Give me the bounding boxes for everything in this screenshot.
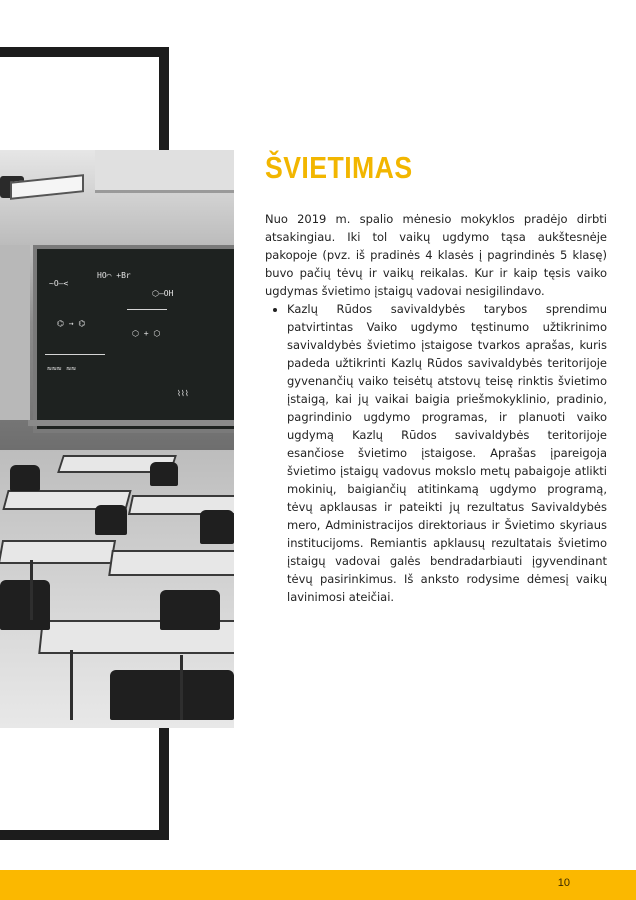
photo-chalk-scribble: ⬡—OH xyxy=(152,289,174,298)
bullet-list xyxy=(265,300,607,606)
photo-chalk-scribble: ≈≈≈ ≈≈ xyxy=(47,364,76,373)
page-number: 10 xyxy=(557,877,570,889)
photo-ceiling-beam xyxy=(95,150,234,193)
photo-chair xyxy=(150,462,178,486)
photo-wall xyxy=(0,245,30,420)
photo-chair xyxy=(10,465,40,491)
photo-chair xyxy=(0,580,50,630)
photo-desk-leg xyxy=(180,655,183,720)
photo-chalk-scribble: ~O—< xyxy=(49,279,69,288)
intro-paragraph: Nuo 2019 m. spalio mėnesio mokyklos pradėjo dirbti atsakingiau. Iki tol vaikų ugdymo tąsa aukštesnėje pakopoje (pvz. iš pradinės 4 klasės į pagrindinės 5 klasę) buvo pačių tėvų ir vaikų reikalas. Kur ir kaip tęsis vaiko ugdymas švietimo įstaigų vadovai nesigilindavo. xyxy=(265,212,607,298)
photo-desk xyxy=(0,540,116,564)
body-text xyxy=(265,210,607,606)
photo-chair xyxy=(95,505,127,535)
section-title: ŠVIETIMAS xyxy=(265,150,413,185)
photo-chair xyxy=(110,670,234,720)
photo-chair xyxy=(160,590,220,630)
photo-chalkboard xyxy=(33,245,234,433)
photo-chalk-tray xyxy=(28,420,234,426)
photo-chalk-scribble: ⌇⌇⌇ xyxy=(177,389,189,398)
photo-desk-leg xyxy=(70,650,73,720)
bullet-item: • Kazlų Rūdos savivaldybės tarybos sprendimu patvirtintas Vaiko ugdymo tęstinumo užtikrinimo savivaldybės švietimo įstaigose tvarkos aprašas, kuris padeda užtikrinti Kazlų Rūdos savivaldybės teritorijoje gyvenančių vaiko teisėtų atstovų teisę rinktis švietimo įstaigą, kai jų vaikai baigia priešmokyklinio, pradinio, pagrindinio ugdymo programas, ir planuoti vaiko ugdymą Kazlų Rūdos savivaldybės teritorijoje esančiose švietimo įstaigose. Aprašas įpareigoja švietimo įstaigų vadovus mokslo metų pabaigoje atlikti mokinių, baigiančių atitinkamą ugdymo programą, tėvų apklausas ir pateikti jų rezultatus Savivaldybės mero, Administracijos direktoriaus ir Švietimo skyriaus institucijoms. Remiantis apklausų rezultatais švietimo įstaigų vadovai galės bendradarbiauti įgyvendinant tėvų pasirinkimus. Iš anksto rodysime dėmesį vaikų lavinimosi ateičiai. xyxy=(287,300,607,606)
photo-chalk-scribble: ⌬ → ⌬ xyxy=(57,319,86,328)
photo-desk xyxy=(108,550,234,576)
photo-chair xyxy=(200,510,234,544)
photo-chalk-scribble: ⬡ + ⬡ xyxy=(132,329,161,338)
photo-chalk-line xyxy=(127,309,167,310)
photo-chalk-line xyxy=(45,354,105,355)
classroom-photo xyxy=(0,150,234,728)
footer-bar xyxy=(0,870,636,900)
photo-chalk-scribble: HO⌒ +Br xyxy=(97,271,131,280)
photo-desk-leg xyxy=(30,560,33,620)
